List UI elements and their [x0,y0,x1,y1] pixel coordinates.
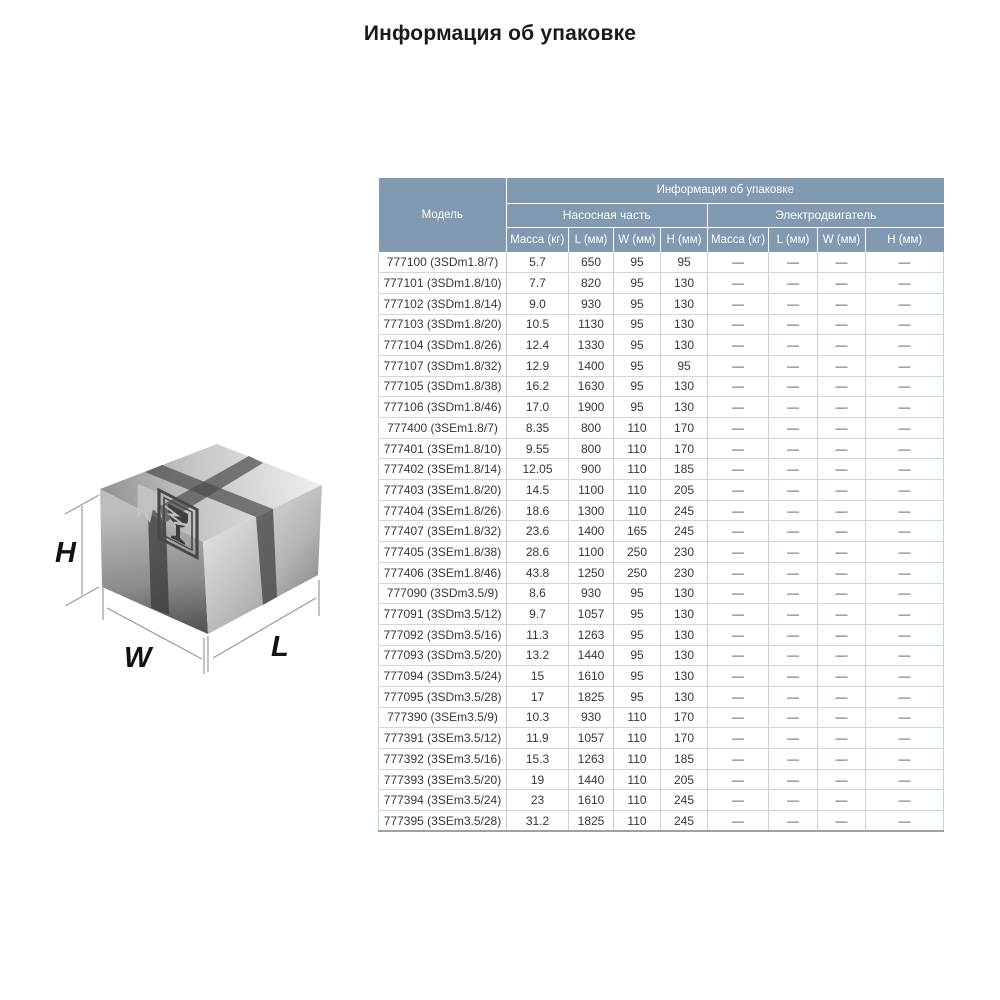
value-cell: — [708,583,769,604]
value-cell: 930 [569,707,614,728]
value-cell: — [769,583,818,604]
value-cell: 95 [614,645,661,666]
value-cell: — [866,624,944,645]
value-cell: — [818,500,866,521]
model-cell: 777105 (3SDm1.8/38) [379,376,507,397]
value-cell: 110 [614,500,661,521]
value-cell: — [818,624,866,645]
value-cell: — [866,728,944,749]
table-row [379,686,944,707]
value-cell: 9.55 [507,438,569,459]
value-cell: 245 [661,811,708,832]
value-cell: 170 [661,418,708,439]
value-cell: — [866,252,944,273]
value-cell: — [769,790,818,811]
value-cell: — [866,376,944,397]
value-cell: 1825 [569,686,614,707]
value-cell: — [769,376,818,397]
value-cell: 250 [614,562,661,583]
value-cell: 110 [614,790,661,811]
value-cell: 110 [614,459,661,480]
value-cell: 245 [661,500,708,521]
value-cell: 110 [614,438,661,459]
value-cell: 110 [614,707,661,728]
value-cell: — [866,418,944,439]
value-cell: 11.3 [507,624,569,645]
value-cell: — [708,562,769,583]
column-header-mass-motor: Масса (кг) [708,227,769,252]
value-cell: — [769,542,818,563]
value-cell: 12.4 [507,335,569,356]
table-row [379,293,944,314]
value-cell: — [708,355,769,376]
table-row [379,355,944,376]
value-cell: 930 [569,583,614,604]
model-cell: 777405 (3SEm1.8/38) [379,542,507,563]
value-cell: — [818,397,866,418]
value-cell: — [769,707,818,728]
value-cell: 130 [661,273,708,294]
value-cell: 130 [661,604,708,625]
value-cell: 15.3 [507,749,569,770]
model-cell: 777401 (3SEm1.8/10) [379,438,507,459]
value-cell: 820 [569,273,614,294]
model-cell: 777392 (3SEm3.5/16) [379,749,507,770]
table-row [379,521,944,542]
value-cell: 23 [507,790,569,811]
value-cell: — [818,666,866,687]
value-cell: 205 [661,769,708,790]
value-cell: 185 [661,749,708,770]
value-cell: — [769,562,818,583]
table-row [379,811,944,832]
value-cell: 650 [569,252,614,273]
model-cell: 777091 (3SDm3.5/12) [379,604,507,625]
value-cell: 130 [661,666,708,687]
value-cell: 1100 [569,542,614,563]
value-cell: — [866,438,944,459]
value-cell: 95 [614,355,661,376]
value-cell: — [708,686,769,707]
value-cell: 95 [614,273,661,294]
value-cell: 165 [614,521,661,542]
group-header-packaging-info: Информация об упаковке [507,178,944,203]
value-cell: — [818,790,866,811]
value-cell: — [769,769,818,790]
value-cell: 13.2 [507,645,569,666]
value-cell: 1057 [569,604,614,625]
value-cell: — [866,521,944,542]
table-row [379,790,944,811]
value-cell: 31.2 [507,811,569,832]
value-cell: 245 [661,790,708,811]
model-cell: 777104 (3SDm1.8/26) [379,335,507,356]
model-cell: 777407 (3SEm1.8/32) [379,521,507,542]
table-row [379,707,944,728]
model-cell: 777101 (3SDm1.8/10) [379,273,507,294]
value-cell: — [769,459,818,480]
value-cell: 14.5 [507,480,569,501]
value-cell: 1330 [569,335,614,356]
value-cell: — [818,335,866,356]
value-cell: — [769,397,818,418]
value-cell: — [866,397,944,418]
table-row [379,459,944,480]
table-row [379,376,944,397]
value-cell: — [818,355,866,376]
value-cell: — [866,604,944,625]
value-cell: 130 [661,335,708,356]
value-cell: 95 [661,252,708,273]
value-cell: 1440 [569,769,614,790]
value-cell: — [818,811,866,832]
value-cell: — [708,790,769,811]
table-row [379,500,944,521]
value-cell: — [866,583,944,604]
value-cell: — [708,749,769,770]
value-cell: 28.6 [507,542,569,563]
model-cell: 777394 (3SEm3.5/24) [379,790,507,811]
value-cell: 1400 [569,355,614,376]
value-cell: 15 [507,666,569,687]
value-cell: 43.8 [507,562,569,583]
value-cell: 17 [507,686,569,707]
value-cell: — [866,645,944,666]
value-cell: — [818,562,866,583]
value-cell: — [769,666,818,687]
model-cell: 777391 (3SEm3.5/12) [379,728,507,749]
column-header-w-motor: W (мм) [818,227,866,252]
value-cell: 19 [507,769,569,790]
value-cell: 17.0 [507,397,569,418]
value-cell: 1263 [569,749,614,770]
table-row [379,252,944,273]
value-cell: — [769,438,818,459]
value-cell: 1100 [569,480,614,501]
model-cell: 777092 (3SDm3.5/16) [379,624,507,645]
value-cell: 110 [614,811,661,832]
value-cell: 18.6 [507,500,569,521]
value-cell: — [818,252,866,273]
value-cell: — [708,707,769,728]
value-cell: — [866,749,944,770]
value-cell: — [866,293,944,314]
table-row [379,542,944,563]
value-cell: — [818,480,866,501]
value-cell: 8.6 [507,583,569,604]
value-cell: 130 [661,645,708,666]
value-cell: — [818,542,866,563]
value-cell: 95 [661,355,708,376]
value-cell: — [708,645,769,666]
column-header-h-motor: H (мм) [866,227,944,252]
value-cell: 250 [614,542,661,563]
value-cell: — [708,480,769,501]
value-cell: 95 [614,293,661,314]
value-cell: — [769,314,818,335]
table-row [379,335,944,356]
value-cell: — [866,480,944,501]
value-cell: 95 [614,604,661,625]
model-cell: 777400 (3SEm1.8/7) [379,418,507,439]
dimension-w-label: W [124,642,152,674]
value-cell: 1630 [569,376,614,397]
value-cell: — [818,418,866,439]
table-row [379,314,944,335]
value-cell: 245 [661,521,708,542]
value-cell: 95 [614,314,661,335]
value-cell: 1440 [569,645,614,666]
value-cell: — [866,500,944,521]
table-row [379,645,944,666]
value-cell: — [769,500,818,521]
value-cell: 110 [614,749,661,770]
value-cell: — [866,355,944,376]
value-cell: 7.7 [507,273,569,294]
value-cell: 130 [661,397,708,418]
column-header-w-pump: W (мм) [614,227,661,252]
column-header-l-pump: L (мм) [569,227,614,252]
value-cell: — [818,293,866,314]
value-cell: 23.6 [507,521,569,542]
value-cell: — [769,335,818,356]
value-cell: 130 [661,293,708,314]
table-row [379,749,944,770]
value-cell: 10.5 [507,314,569,335]
model-cell: 777403 (3SEm1.8/20) [379,480,507,501]
value-cell: — [818,728,866,749]
value-cell: 10.3 [507,707,569,728]
value-cell: — [708,335,769,356]
value-cell: — [769,604,818,625]
value-cell: — [866,666,944,687]
value-cell: 130 [661,314,708,335]
value-cell: 9.0 [507,293,569,314]
value-cell: — [708,769,769,790]
value-cell: 95 [614,583,661,604]
value-cell: — [769,728,818,749]
model-cell: 777404 (3SEm1.8/26) [379,500,507,521]
value-cell: — [769,749,818,770]
value-cell: — [708,542,769,563]
value-cell: — [866,273,944,294]
model-cell: 777090 (3SDm3.5/9) [379,583,507,604]
table-row [379,418,944,439]
value-cell: — [818,273,866,294]
value-cell: — [708,500,769,521]
value-cell: 12.05 [507,459,569,480]
value-cell: — [866,769,944,790]
value-cell: — [818,686,866,707]
value-cell: — [769,480,818,501]
value-cell: — [769,418,818,439]
group-header-electric-motor: Электродвигатель [708,203,944,227]
value-cell: — [818,583,866,604]
dimension-l-label: L [271,631,289,663]
value-cell: — [708,438,769,459]
value-cell: — [818,769,866,790]
value-cell: 185 [661,459,708,480]
value-cell: 5.7 [507,252,569,273]
group-header-pump-part: Насосная часть [507,203,708,227]
value-cell: 1900 [569,397,614,418]
value-cell: — [708,252,769,273]
value-cell: — [866,562,944,583]
column-header-model: Модель [379,178,507,252]
value-cell: — [708,666,769,687]
value-cell: — [769,273,818,294]
model-cell: 777402 (3SEm1.8/14) [379,459,507,480]
column-header-h-pump: H (мм) [661,227,708,252]
value-cell: — [769,293,818,314]
column-header-mass-pump: Масса (кг) [507,227,569,252]
value-cell: 95 [614,397,661,418]
value-cell: 8.35 [507,418,569,439]
value-cell: 800 [569,418,614,439]
value-cell: — [708,728,769,749]
value-cell: 95 [614,666,661,687]
value-cell: — [708,397,769,418]
value-cell: 95 [614,335,661,356]
value-cell: 9.7 [507,604,569,625]
value-cell: — [866,542,944,563]
value-cell: 95 [614,376,661,397]
value-cell: — [818,521,866,542]
page-title: Информация об упаковке [363,22,637,45]
value-cell: 1263 [569,624,614,645]
value-cell: 170 [661,707,708,728]
value-cell: — [769,811,818,832]
model-cell: 777395 (3SEm3.5/28) [379,811,507,832]
value-cell: — [769,252,818,273]
table-row [379,562,944,583]
dimension-h-label: H [55,537,76,569]
value-cell: 1130 [569,314,614,335]
value-cell: — [769,686,818,707]
value-cell: — [818,749,866,770]
model-cell: 777095 (3SDm3.5/28) [379,686,507,707]
value-cell: — [708,418,769,439]
model-cell: 777093 (3SDm3.5/20) [379,645,507,666]
table-row [379,583,944,604]
value-cell: 230 [661,542,708,563]
model-cell: 777100 (3SDm1.8/7) [379,252,507,273]
value-cell: 230 [661,562,708,583]
value-cell: 205 [661,480,708,501]
value-cell: — [818,707,866,728]
model-cell: 777094 (3SDm3.5/24) [379,666,507,687]
value-cell: 900 [569,459,614,480]
value-cell: 1825 [569,811,614,832]
value-cell: 1057 [569,728,614,749]
value-cell: 130 [661,583,708,604]
value-cell: 1610 [569,666,614,687]
value-cell: — [708,376,769,397]
value-cell: 1610 [569,790,614,811]
table-row [379,438,944,459]
value-cell: — [708,624,769,645]
value-cell: — [818,376,866,397]
value-cell: — [708,273,769,294]
value-cell: — [708,604,769,625]
value-cell: 16.2 [507,376,569,397]
table-row [379,480,944,501]
value-cell: 95 [614,686,661,707]
value-cell: — [818,314,866,335]
model-cell: 777390 (3SEm3.5/9) [379,707,507,728]
value-cell: — [818,459,866,480]
value-cell: — [708,811,769,832]
value-cell: 130 [661,686,708,707]
value-cell: 110 [614,769,661,790]
value-cell: 95 [614,624,661,645]
table-row [379,728,944,749]
value-cell: — [708,459,769,480]
table-row [379,273,944,294]
value-cell: 930 [569,293,614,314]
table-row [379,604,944,625]
value-cell: — [769,355,818,376]
table-body [379,252,944,831]
value-cell: 11.9 [507,728,569,749]
value-cell: — [866,459,944,480]
column-header-l-motor: L (мм) [769,227,818,252]
value-cell: — [769,521,818,542]
model-cell: 777106 (3SDm1.8/46) [379,397,507,418]
value-cell: — [769,624,818,645]
value-cell: — [866,335,944,356]
value-cell: — [866,686,944,707]
value-cell: 1400 [569,521,614,542]
value-cell: 1300 [569,500,614,521]
table-row [379,769,944,790]
value-cell: — [866,790,944,811]
value-cell: — [708,314,769,335]
value-cell: 1250 [569,562,614,583]
value-cell: — [818,438,866,459]
value-cell: — [866,314,944,335]
value-cell: 110 [614,480,661,501]
value-cell: 130 [661,624,708,645]
value-cell: 12.9 [507,355,569,376]
value-cell: 95 [614,252,661,273]
value-cell: 110 [614,728,661,749]
value-cell: — [866,811,944,832]
value-cell: 170 [661,728,708,749]
value-cell: — [866,707,944,728]
value-cell: 800 [569,438,614,459]
value-cell: — [818,645,866,666]
packaging-table [378,178,944,832]
package-box-illustration [45,422,335,707]
value-cell: — [769,645,818,666]
table-row [379,397,944,418]
value-cell: — [708,521,769,542]
model-cell: 777102 (3SDm1.8/14) [379,293,507,314]
value-cell: 110 [614,418,661,439]
model-cell: 777103 (3SDm1.8/20) [379,314,507,335]
model-cell: 777107 (3SDm1.8/32) [379,355,507,376]
value-cell: 130 [661,376,708,397]
value-cell: — [818,604,866,625]
value-cell: — [708,293,769,314]
value-cell: 170 [661,438,708,459]
table-row [379,666,944,687]
table-row [379,624,944,645]
model-cell: 777406 (3SEm1.8/46) [379,562,507,583]
model-cell: 777393 (3SEm3.5/20) [379,769,507,790]
